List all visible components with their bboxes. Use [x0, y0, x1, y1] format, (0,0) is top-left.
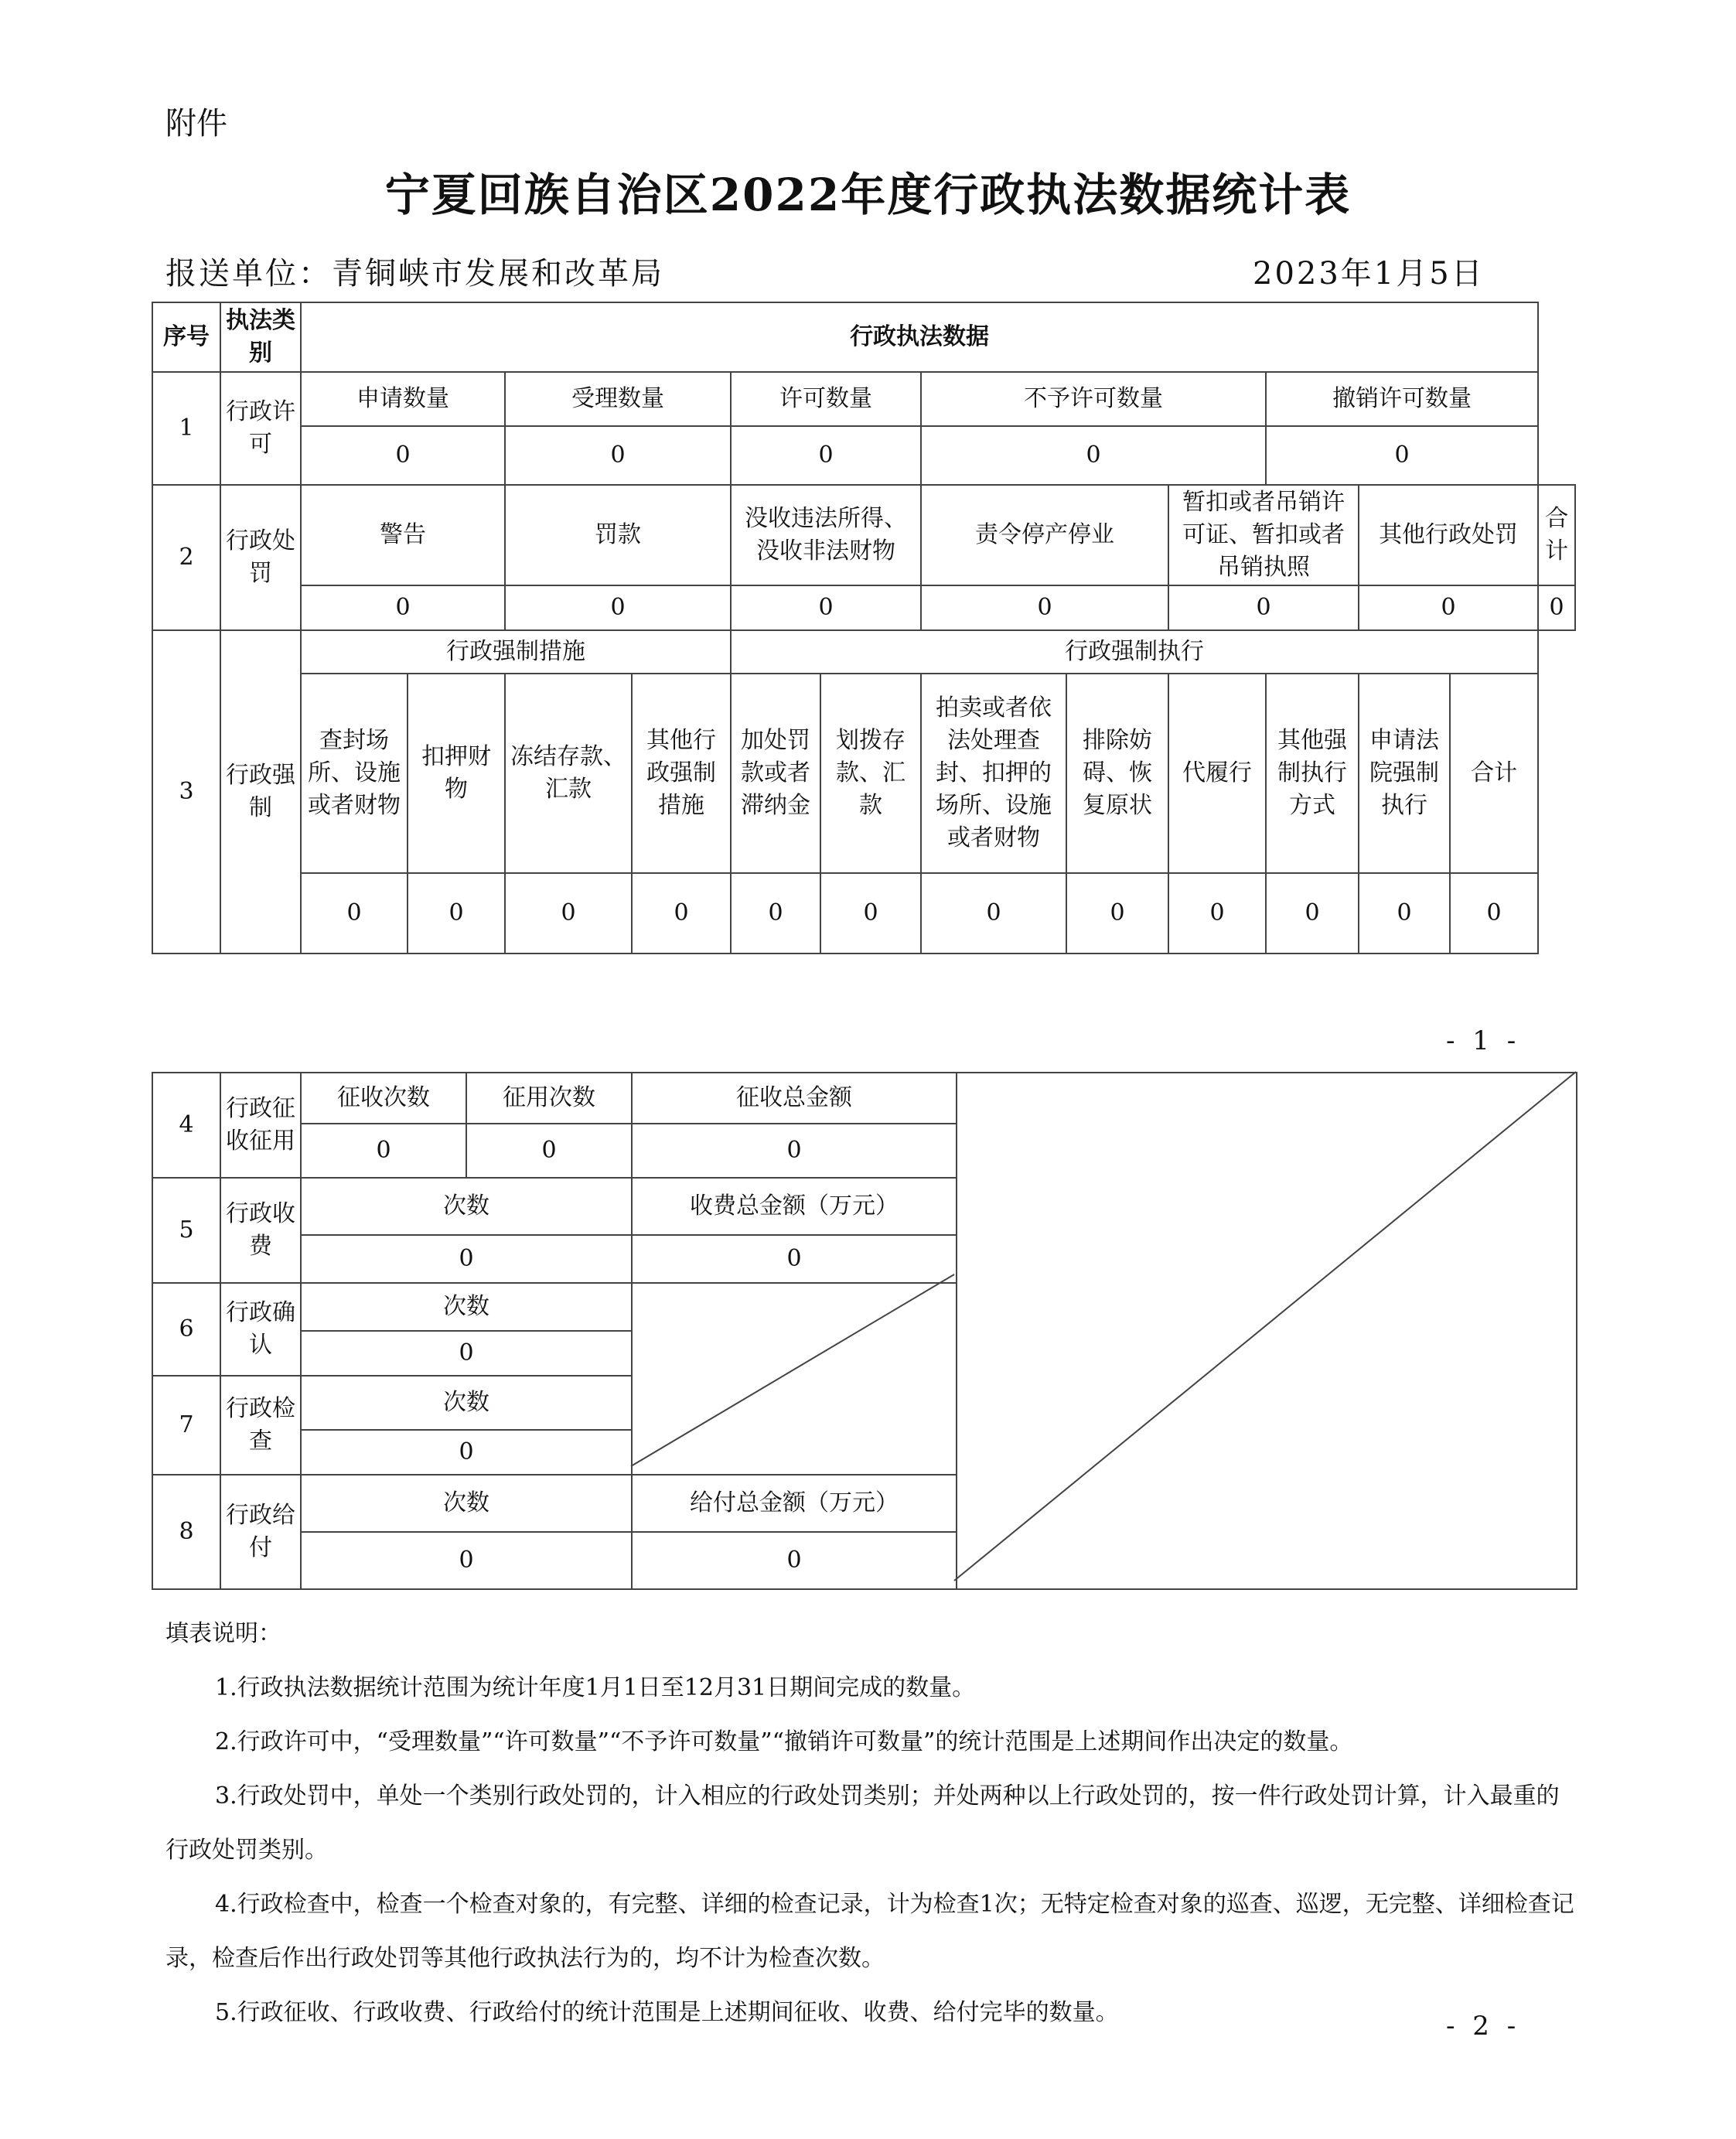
- column-header: 暂扣或者吊销许可证、暂扣或者吊销执照: [1168, 485, 1359, 585]
- row-seq: 6: [152, 1283, 220, 1376]
- data-cell: 0: [1538, 585, 1575, 630]
- note-item: 5.行政征收、行政收费、行政给付的统计范围是上述期间征收、收费、给付完毕的数量。: [215, 1999, 1119, 2026]
- column-header: 次数: [301, 1376, 632, 1430]
- row-category: 行政检查: [220, 1376, 301, 1475]
- data-cell: 0: [301, 1430, 632, 1475]
- column-header: 征用次数: [466, 1073, 632, 1124]
- data-cell: 0: [301, 1235, 632, 1283]
- column-header: 收费总金额（万元）: [632, 1178, 957, 1235]
- column-header: 给付总金额（万元）: [632, 1475, 957, 1532]
- data-cell: 0: [632, 1235, 957, 1283]
- column-header: 合计: [1450, 674, 1538, 873]
- data-cell: 0: [301, 1331, 632, 1376]
- column-header: 申请数量: [301, 372, 505, 426]
- data-cell: 0: [1359, 873, 1450, 954]
- data-cell: 0: [466, 1124, 632, 1178]
- column-header: 次数: [301, 1178, 632, 1235]
- blank-area-small: [632, 1283, 957, 1475]
- column-header: 其他行政处罚: [1359, 485, 1538, 585]
- column-header: 不予许可数量: [921, 372, 1266, 426]
- data-cell: 0: [731, 873, 820, 954]
- data-cell: 0: [921, 585, 1168, 630]
- note-item: 3.行政处罚中，单处一个类别行政处罚的，计入相应的行政处罚类别；并处两种以上行政处罚的，按一件行政处罚计算，计入最重的行政处罚类别。: [165, 1782, 1560, 1864]
- data-cell: 0: [408, 873, 505, 954]
- row-category: 行政许可: [220, 372, 301, 485]
- column-header: 加处罚款或者滞纳金: [731, 674, 820, 873]
- document-title: 宁夏回族自治区2022年度行政执法数据统计表: [384, 169, 1352, 221]
- data-cell: 0: [1359, 585, 1538, 630]
- column-header: 征收次数: [301, 1073, 466, 1124]
- column-header: 查封场所、设施或者财物: [301, 674, 408, 873]
- data-cell: 0: [632, 1124, 957, 1178]
- row-category: 行政给付: [220, 1475, 301, 1589]
- row-category: 行政征收征用: [220, 1073, 301, 1178]
- column-header: 次数: [301, 1283, 632, 1331]
- data-cell: 0: [820, 873, 921, 954]
- reporting-unit: 报送单位：青铜峡市发展和改革局: [165, 256, 664, 292]
- blank-area: [957, 1073, 1577, 1589]
- data-cell: 0: [505, 585, 731, 630]
- column-header: 警告: [301, 485, 505, 585]
- column-header: 排除妨碍、恢复原状: [1066, 674, 1168, 873]
- column-header: 拍卖或者依法处理查封、扣押的场所、设施或者财物: [921, 674, 1066, 873]
- data-cell: 0: [301, 873, 408, 954]
- header-data: 行政执法数据: [301, 302, 1538, 372]
- row-seq: 5: [152, 1178, 220, 1283]
- page-number-1: - 1 -: [1446, 1025, 1521, 1056]
- data-cell: 0: [505, 873, 632, 954]
- row-seq: 4: [152, 1073, 220, 1178]
- group-header-execution: 行政强制执行: [731, 630, 1538, 674]
- data-cell: 0: [1168, 873, 1266, 954]
- data-cell: 0: [731, 585, 921, 630]
- data-cell: 0: [1450, 873, 1538, 954]
- note-item: 4.行政检查中，检查一个检查对象的，有完整、详细的检查记录，计为检查1次；无特定检查对象的巡查、巡逻，无完整、详细检查记录，检查后作出行政处罚等其他行政执法行为的，均不计为检查次数。: [165, 1891, 1574, 1972]
- column-header: 受理数量: [505, 372, 731, 426]
- column-header: 罚款: [505, 485, 731, 585]
- row-seq: 3: [152, 630, 220, 954]
- report-date: 2023年1月5日: [1253, 256, 1485, 292]
- row-seq: 8: [152, 1475, 220, 1589]
- attachment-label: 附件: [165, 106, 227, 142]
- column-header: 征收总金额: [632, 1073, 957, 1124]
- data-cell: 0: [1168, 585, 1359, 630]
- column-header: 次数: [301, 1475, 632, 1532]
- column-header: 合计: [1538, 485, 1575, 585]
- data-cell: 0: [301, 1532, 632, 1589]
- data-cell: 0: [921, 426, 1266, 485]
- column-header: 没收违法所得、没收非法财物: [731, 485, 921, 585]
- note-item: 2.行政许可中，“受理数量”“许可数量”“不予许可数量”“撤销许可数量”的统计范围是上述期间作出决定的数量。: [215, 1728, 1353, 1755]
- row-category: 行政收费: [220, 1178, 301, 1283]
- data-cell: 0: [301, 1124, 466, 1178]
- row-category: 行政强制: [220, 630, 301, 954]
- data-cell: 0: [632, 873, 731, 954]
- header-category: 执法类别: [220, 302, 301, 372]
- row-seq: 2: [152, 485, 220, 630]
- column-header: 冻结存款、汇款: [505, 674, 632, 873]
- data-cell: 0: [921, 873, 1066, 954]
- statistics-table-page1: [152, 302, 1576, 954]
- data-cell: 0: [505, 426, 731, 485]
- filling-notes: [165, 1607, 1581, 2040]
- column-header: 申请法院强制执行: [1359, 674, 1450, 873]
- row-seq: 7: [152, 1376, 220, 1475]
- header-seq: 序号: [152, 302, 220, 372]
- note-item: 1.行政执法数据统计范围为统计年度1月1日至12月31日期间完成的数量。: [215, 1674, 976, 1701]
- column-header: 代履行: [1168, 674, 1266, 873]
- column-header: 许可数量: [731, 372, 921, 426]
- column-header: 撤销许可数量: [1266, 372, 1538, 426]
- data-cell: 0: [1066, 873, 1168, 954]
- data-cell: 0: [301, 426, 505, 485]
- row-seq: 1: [152, 372, 220, 485]
- column-header: 扣押财物: [408, 674, 505, 873]
- column-header: 责令停产停业: [921, 485, 1168, 585]
- column-header: 划拨存款、汇款: [820, 674, 921, 873]
- group-header-measures: 行政强制措施: [301, 630, 731, 674]
- data-cell: 0: [731, 426, 921, 485]
- statistics-table-page2: [152, 1072, 1577, 1590]
- column-header: 其他强制执行方式: [1266, 674, 1359, 873]
- page-number-2: - 2 -: [1446, 2011, 1521, 2042]
- data-cell: 0: [1266, 426, 1538, 485]
- column-header: 其他行政强制措施: [632, 674, 731, 873]
- data-cell: 0: [1266, 873, 1359, 954]
- data-cell: 0: [632, 1532, 957, 1589]
- notes-heading: 填表说明：: [165, 1620, 281, 1647]
- row-category: 行政处罚: [220, 485, 301, 630]
- row-category: 行政确认: [220, 1283, 301, 1376]
- data-cell: 0: [301, 585, 505, 630]
